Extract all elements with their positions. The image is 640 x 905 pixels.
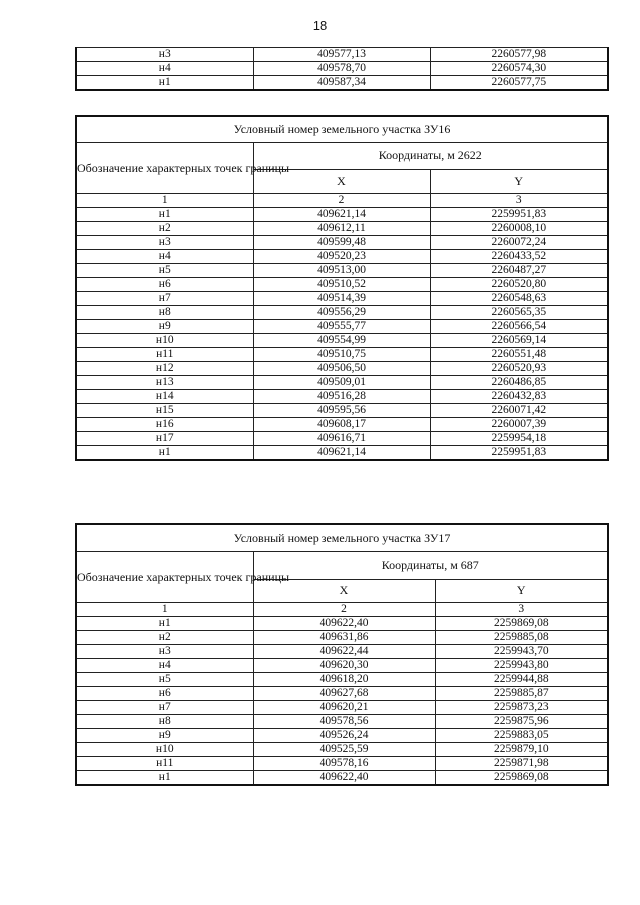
x-cell: 409556,29 [253, 306, 430, 320]
zu16-table-body [76, 208, 608, 461]
y-cell: 2260007,39 [430, 418, 608, 432]
y-cell: 2260433,52 [430, 250, 608, 264]
table-row [76, 292, 608, 306]
table-row [76, 701, 608, 715]
zu17-y-header: Y [435, 579, 608, 602]
x-cell: 409599,48 [253, 236, 430, 250]
x-cell: 409620,30 [253, 659, 435, 673]
table-row [76, 757, 608, 771]
table-row [76, 306, 608, 320]
point-cell: н2 [76, 631, 253, 645]
y-cell: 2259885,08 [435, 631, 608, 645]
point-cell: н3 [76, 236, 253, 250]
y-cell: 2260577,98 [430, 48, 608, 62]
x-cell: 409616,71 [253, 432, 430, 446]
zu16-title: Условный номер земельного участка ЗУ16 [76, 116, 608, 143]
point-cell: н7 [76, 292, 253, 306]
y-cell: 2259871,98 [435, 757, 608, 771]
zu16-num-1: 1 [76, 194, 253, 208]
y-cell: 2259879,10 [435, 743, 608, 757]
zu17-table [75, 523, 609, 786]
table-row [76, 715, 608, 729]
y-cell: 2259943,80 [435, 659, 608, 673]
zu16-point-header: Обозначение характерных точек границы [76, 143, 253, 194]
table-row [76, 222, 608, 236]
x-cell: 409509,01 [253, 376, 430, 390]
y-cell: 2259951,83 [430, 446, 608, 461]
point-cell: н9 [76, 320, 253, 334]
y-cell: 2260566,54 [430, 320, 608, 334]
zu17-num-3: 3 [435, 603, 608, 617]
point-cell: н17 [76, 432, 253, 446]
x-cell: 409525,59 [253, 743, 435, 757]
x-cell: 409622,40 [253, 771, 435, 786]
point-cell: н14 [76, 390, 253, 404]
x-cell: 409631,86 [253, 631, 435, 645]
zu17-point-header: Обозначение характерных точек границы [76, 552, 253, 603]
y-cell: 2259954,18 [430, 432, 608, 446]
y-cell: 2260486,85 [430, 376, 608, 390]
x-cell: 409577,13 [253, 48, 430, 62]
table-row [76, 432, 608, 446]
y-cell: 2260551,48 [430, 348, 608, 362]
point-cell: н11 [76, 757, 253, 771]
table-row [76, 376, 608, 390]
x-cell: 409526,24 [253, 729, 435, 743]
x-cell: 409514,39 [253, 292, 430, 306]
point-cell: н10 [76, 743, 253, 757]
point-cell: н5 [76, 264, 253, 278]
table-row [76, 659, 608, 673]
table-row [76, 729, 608, 743]
point-cell: н5 [76, 673, 253, 687]
table-row [76, 62, 608, 76]
zu17-header-row [76, 552, 608, 580]
point-cell: н11 [76, 348, 253, 362]
point-cell: н1 [76, 617, 253, 631]
zu17-coord-header: Координаты, м 687 [253, 552, 608, 580]
x-cell: 409578,16 [253, 757, 435, 771]
x-cell: 409627,68 [253, 687, 435, 701]
y-cell: 2260432,83 [430, 390, 608, 404]
table-row [76, 208, 608, 222]
table-row [76, 418, 608, 432]
table-row [76, 771, 608, 786]
y-cell: 2260520,93 [430, 362, 608, 376]
y-cell: 2260487,27 [430, 264, 608, 278]
x-cell: 409595,56 [253, 404, 430, 418]
table-row [76, 631, 608, 645]
zu17-title: Условный номер земельного участка ЗУ17 [76, 524, 608, 552]
y-cell: 2259869,08 [435, 617, 608, 631]
table-row [76, 362, 608, 376]
table-row [76, 673, 608, 687]
y-cell: 2260574,30 [430, 62, 608, 76]
x-cell: 409520,23 [253, 250, 430, 264]
table-row [76, 617, 608, 631]
x-cell: 409622,44 [253, 645, 435, 659]
table-row [76, 250, 608, 264]
point-cell: н7 [76, 701, 253, 715]
y-cell: 2260548,63 [430, 292, 608, 306]
zu17-table-body [76, 617, 608, 786]
continuation-table [75, 47, 609, 91]
zu16-num-3: 3 [430, 194, 608, 208]
table-row [76, 334, 608, 348]
x-cell: 409578,70 [253, 62, 430, 76]
table-row [76, 236, 608, 250]
x-cell: 409618,20 [253, 673, 435, 687]
zu16-table [75, 115, 609, 461]
y-cell: 2259944,88 [435, 673, 608, 687]
x-cell: 409620,21 [253, 701, 435, 715]
point-cell: н16 [76, 418, 253, 432]
y-cell: 2259873,23 [435, 701, 608, 715]
table-row [76, 348, 608, 362]
x-cell: 409621,14 [253, 208, 430, 222]
table-row [76, 390, 608, 404]
x-cell: 409608,17 [253, 418, 430, 432]
point-cell: н3 [76, 48, 253, 62]
table-row [76, 687, 608, 701]
zu17-num-1: 1 [76, 603, 253, 617]
x-cell: 409510,52 [253, 278, 430, 292]
zu17-num-2: 2 [253, 603, 435, 617]
point-cell: н6 [76, 278, 253, 292]
x-cell: 409621,14 [253, 446, 430, 461]
y-cell: 2259885,87 [435, 687, 608, 701]
point-cell: н8 [76, 306, 253, 320]
point-cell: н1 [76, 446, 253, 461]
y-cell: 2259943,70 [435, 645, 608, 659]
table-row [76, 743, 608, 757]
point-cell: н4 [76, 62, 253, 76]
zu17-number-row [76, 603, 608, 617]
x-cell: 409516,28 [253, 390, 430, 404]
point-cell: н8 [76, 715, 253, 729]
zu16-number-row [76, 194, 608, 208]
y-cell: 2260577,75 [430, 76, 608, 91]
table-row [76, 404, 608, 418]
point-cell: н13 [76, 376, 253, 390]
x-cell: 409622,40 [253, 617, 435, 631]
point-cell: н1 [76, 76, 253, 91]
table-row [76, 76, 608, 91]
table-row [76, 645, 608, 659]
y-cell: 2259875,96 [435, 715, 608, 729]
x-cell: 409587,34 [253, 76, 430, 91]
x-cell: 409578,56 [253, 715, 435, 729]
table-row [76, 446, 608, 461]
y-cell: 2260569,14 [430, 334, 608, 348]
y-cell: 2260520,80 [430, 278, 608, 292]
table-row [76, 48, 608, 62]
x-cell: 409510,75 [253, 348, 430, 362]
zu16-coord-header: Координаты, м 2622 [253, 143, 608, 170]
x-cell: 409506,50 [253, 362, 430, 376]
point-cell: н1 [76, 771, 253, 786]
point-cell: н10 [76, 334, 253, 348]
point-cell: н4 [76, 659, 253, 673]
point-cell: н3 [76, 645, 253, 659]
zu17-title-row [76, 524, 608, 552]
x-cell: 409612,11 [253, 222, 430, 236]
y-cell: 2260072,24 [430, 236, 608, 250]
zu16-title-row [76, 116, 608, 143]
point-cell: н15 [76, 404, 253, 418]
point-cell: н1 [76, 208, 253, 222]
x-cell: 409513,00 [253, 264, 430, 278]
table-row [76, 264, 608, 278]
zu16-header-row [76, 143, 608, 170]
zu16-x-header: X [253, 169, 430, 193]
table-row [76, 320, 608, 334]
continuation-table-body [76, 48, 608, 91]
point-cell: н6 [76, 687, 253, 701]
point-cell: н4 [76, 250, 253, 264]
y-cell: 2260071,42 [430, 404, 608, 418]
y-cell: 2260565,35 [430, 306, 608, 320]
x-cell: 409554,99 [253, 334, 430, 348]
zu16-num-2: 2 [253, 194, 430, 208]
y-cell: 2260008,10 [430, 222, 608, 236]
table-row [76, 278, 608, 292]
point-cell: н9 [76, 729, 253, 743]
y-cell: 2259951,83 [430, 208, 608, 222]
y-cell: 2259869,08 [435, 771, 608, 786]
point-cell: н12 [76, 362, 253, 376]
point-cell: н2 [76, 222, 253, 236]
zu16-y-header: Y [430, 169, 608, 193]
y-cell: 2259883,05 [435, 729, 608, 743]
x-cell: 409555,77 [253, 320, 430, 334]
zu17-x-header: X [253, 579, 435, 602]
page-number: 18 [312, 18, 328, 33]
